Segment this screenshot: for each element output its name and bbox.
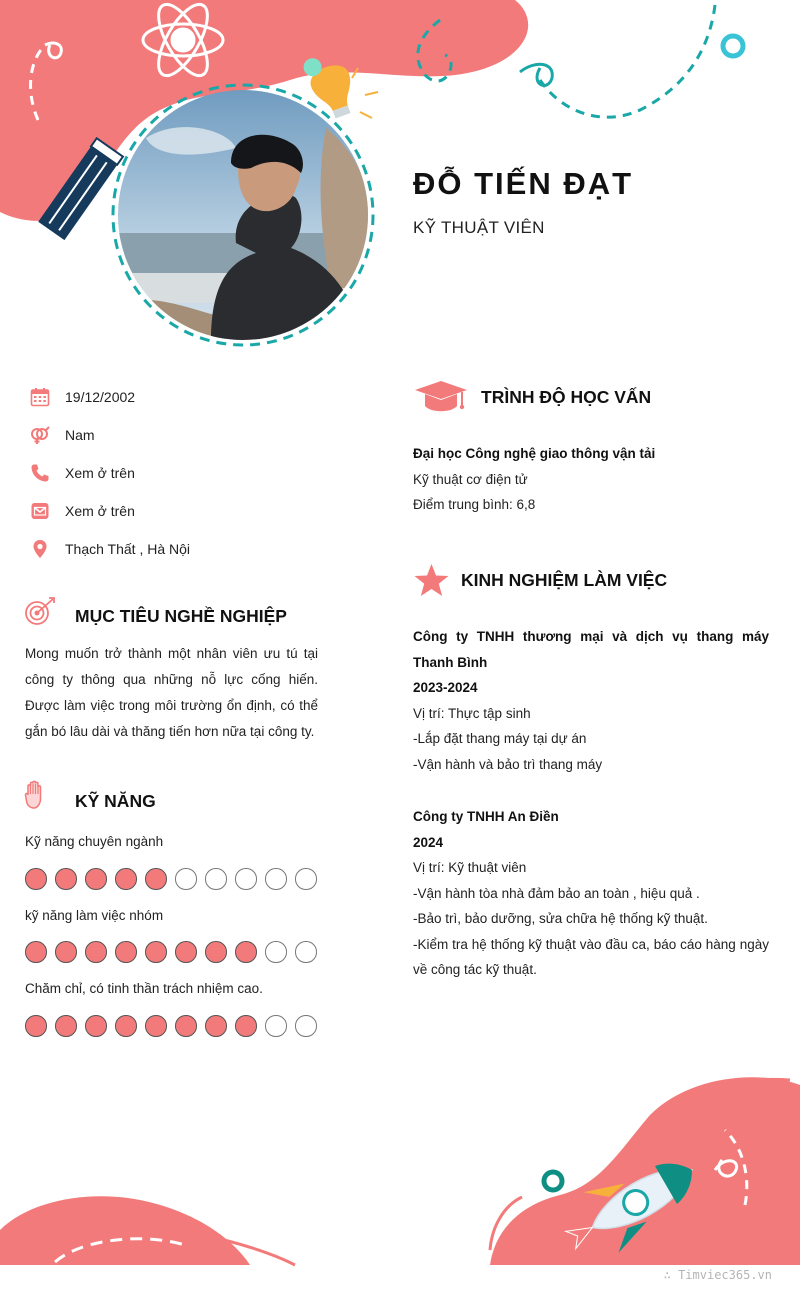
job-duty: -Vận hành và bảo trì thang máy — [413, 756, 603, 772]
rating-dot-filled — [145, 941, 167, 963]
rating-dot-empty — [265, 868, 287, 890]
rating-dot-filled — [115, 1015, 137, 1037]
contact-gender — [30, 423, 95, 447]
skill-rating — [25, 1015, 317, 1037]
contact-value: Xem ở trên — [65, 465, 135, 481]
rating-dot-empty — [205, 868, 227, 890]
rating-dot-filled — [115, 868, 137, 890]
job-position: Vị trí: Kỹ thuật viên — [413, 860, 527, 875]
hand-icon — [24, 780, 48, 810]
company-name: Công ty TNHH An Điền — [413, 809, 559, 824]
contact-value: Thạch Thất , Hà Nội — [65, 541, 191, 557]
contact-phone — [30, 461, 135, 485]
objective-title: MỤC TIÊU NGHỀ NGHIỆP — [75, 606, 287, 626]
candidate-name: ĐỖ TIẾN ĐẠT — [413, 166, 634, 201]
job-entry — [413, 804, 769, 983]
rating-dot-empty — [265, 941, 287, 963]
rating-dot-filled — [85, 941, 107, 963]
calendar-icon — [30, 387, 50, 407]
graduation-cap-icon — [413, 380, 469, 414]
job-duty: -Bảo trì, bảo dưỡng, sửa chữa hệ thống kỹ thuật. — [413, 911, 708, 926]
rating-dot-filled — [85, 1015, 107, 1037]
major: Kỹ thuật cơ điện tử — [413, 471, 528, 487]
avatar — [116, 88, 370, 342]
job-entry — [413, 624, 769, 777]
rating-dot-filled — [205, 941, 227, 963]
job-period: 2023-2024 — [413, 680, 478, 695]
education-title: TRÌNH ĐỘ HỌC VẤN — [481, 387, 652, 407]
skill-name: kỹ năng làm việc nhóm — [25, 908, 164, 923]
target-icon — [24, 596, 58, 628]
rating-dot-empty — [295, 868, 317, 890]
gpa: Điểm trung bình: 6,8 — [413, 497, 536, 512]
skill-rating — [25, 868, 317, 890]
skill-name: Chăm chỉ, có tinh thần trách nhiệm cao. — [25, 981, 263, 996]
skill-rating — [25, 941, 317, 963]
contact-birthday — [30, 385, 135, 409]
rating-dot-empty — [235, 868, 257, 890]
email-icon — [30, 501, 50, 521]
rating-dot-filled — [85, 868, 107, 890]
gender-icon — [30, 425, 50, 445]
contact-value: Xem ở trên — [65, 503, 135, 519]
contact-value: Nam — [65, 427, 95, 443]
company-name: Công ty TNHH thương mại và dịch vụ thang máy Thanh Bình — [413, 629, 769, 670]
rating-dot-filled — [235, 941, 257, 963]
watermark: ∴ Timviec365.vn — [663, 1268, 772, 1282]
rating-dot-filled — [25, 941, 47, 963]
rating-dot-empty — [265, 1015, 287, 1037]
rating-dot-filled — [55, 941, 77, 963]
rating-dot-filled — [25, 1015, 47, 1037]
job-duty: -Kiểm tra hệ thống kỹ thuật vào đầu ca, báo cáo hàng ngày về công tác kỹ thuật. — [413, 936, 769, 977]
experience-title: KINH NGHIỆM LÀM VIỆC — [461, 570, 668, 590]
job-duty: -Vận hành tòa nhà đảm bảo an toàn , hiệu quả . — [413, 885, 700, 901]
school-name: Đại học Công nghệ giao thông vận tải — [413, 446, 656, 461]
job-title: KỸ THUẬT VIÊN — [413, 218, 545, 237]
rating-dot-filled — [55, 868, 77, 890]
rating-dot-filled — [205, 1015, 227, 1037]
education-block — [413, 441, 769, 518]
contact-email — [30, 499, 135, 523]
rating-dot-empty — [175, 868, 197, 890]
contact-value: 19/12/2002 — [65, 389, 136, 405]
contact-location — [30, 537, 190, 561]
rating-dot-filled — [55, 1015, 77, 1037]
job-position: Vị trí: Thực tập sinh — [413, 705, 531, 721]
rating-dot-filled — [25, 868, 47, 890]
rating-dot-empty — [295, 1015, 317, 1037]
objective-text: Mong muốn trở thành một nhân viên ưu tú tại công ty thông qua những nỗ lực cống hiến. Được làm việc trong môi trường ổn định, có thể gắn bó lâu dài và thăng tiến hơn nữa tại công ty. — [25, 646, 318, 739]
rating-dot-filled — [145, 868, 167, 890]
skills-title: KỸ NĂNG — [75, 791, 156, 811]
phone-icon — [30, 463, 50, 483]
rating-dot-filled — [175, 941, 197, 963]
rating-dot-filled — [175, 1015, 197, 1037]
star-icon — [413, 563, 450, 597]
rating-dot-filled — [115, 941, 137, 963]
location-icon — [30, 539, 50, 559]
rating-dot-filled — [235, 1015, 257, 1037]
job-duty: -Lắp đặt thang máy tại dự án — [413, 731, 587, 746]
job-period: 2024 — [413, 834, 444, 850]
skill-name: Kỹ năng chuyên ngành — [25, 834, 164, 849]
rating-dot-empty — [295, 941, 317, 963]
rating-dot-filled — [145, 1015, 167, 1037]
